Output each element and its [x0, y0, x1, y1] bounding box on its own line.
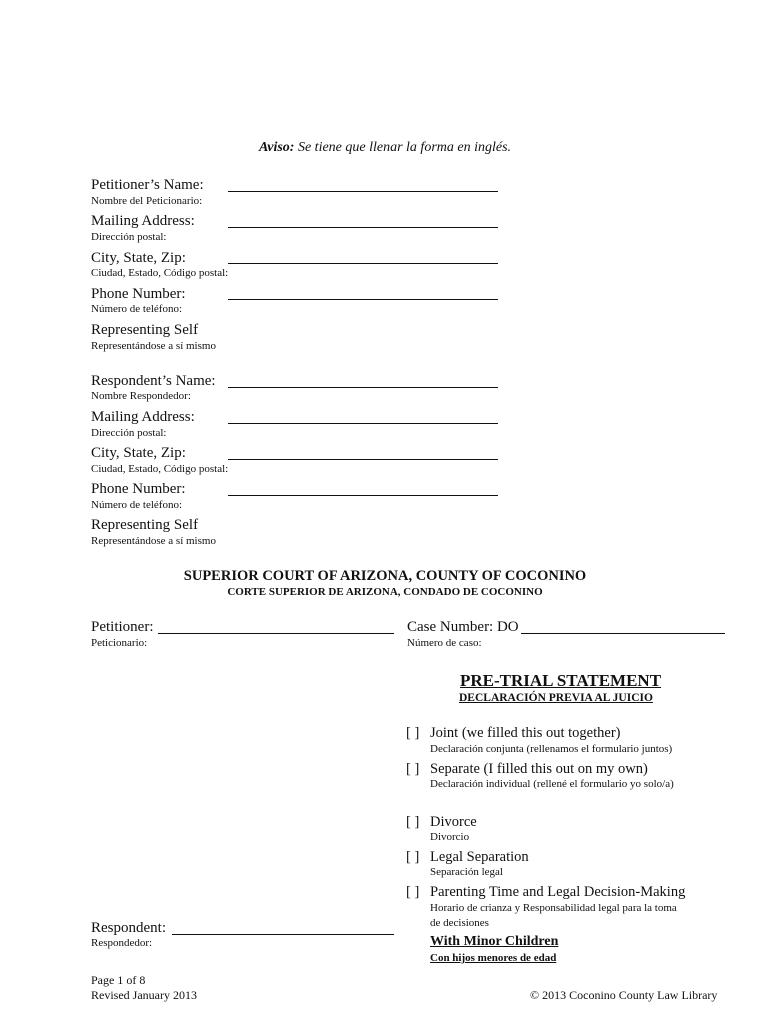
petitioner-city-es: Ciudad, Estado, Código postal: [91, 267, 229, 279]
legal-separation-checkbox[interactable]: [ ] [406, 849, 420, 865]
respondent-self-label: Representing Self [91, 517, 199, 533]
legal-separation-label: Legal Separation [430, 849, 529, 865]
caption-respondent-es: Respondedor: [91, 937, 153, 949]
divorce-checkbox[interactable]: [ ] [406, 814, 420, 830]
petitioner-self-label: Representing Self [91, 322, 199, 338]
legal-separation-es: Separación legal [430, 866, 503, 878]
petitioner-city-label: City, State, Zip: [91, 250, 186, 266]
petitioner-self-es: Representándose a sí mismo [91, 340, 216, 352]
respondent-mailing-label: Mailing Address: [91, 409, 195, 425]
respondent-city-field[interactable] [228, 459, 498, 460]
case-number-es: Número de caso: [407, 637, 482, 649]
notice-line [0, 140, 770, 156]
respondent-name-label: Respondent’s Name: [91, 373, 216, 389]
document-title-es: DECLARACIÓN PREVIA AL JUICIO [459, 692, 653, 704]
case-number-label: Case Number: DO [407, 619, 519, 635]
caption-petitioner-field[interactable] [158, 633, 394, 634]
petitioner-mailing-field[interactable] [228, 227, 498, 228]
separate-es: Declaración individual (rellené el formulario yo solo/a) [430, 778, 674, 790]
caption-petitioner-es: Peticionario: [91, 637, 148, 649]
court-title-es: CORTE SUPERIOR DE ARIZONA, CONDADO DE COCONINO [227, 586, 543, 598]
petitioner-phone-field[interactable] [228, 299, 498, 300]
parenting-label: Parenting Time and Legal Decision-Making [430, 884, 686, 900]
petitioner-mailing-label: Mailing Address: [91, 213, 195, 229]
petitioner-city-field[interactable] [228, 263, 498, 264]
respondent-mailing-es: Dirección postal: [91, 427, 167, 439]
respondent-city-es: Ciudad, Estado, Código postal: [91, 463, 229, 475]
caption-respondent-label: Respondent: [91, 920, 166, 936]
petitioner-name-es: Nombre del Peticionario: [91, 195, 203, 207]
respondent-phone-field[interactable] [228, 495, 498, 496]
revised-date: Revised January 2013 [91, 988, 197, 1002]
respondent-mailing-field[interactable] [228, 423, 498, 424]
document-title: PRE-TRIAL STATEMENT [460, 671, 662, 690]
joint-checkbox[interactable]: [ ] [406, 725, 420, 741]
caption-petitioner-label: Petitioner: [91, 619, 154, 635]
page-number: Page 1 of 8 [91, 973, 146, 987]
petitioner-name-field[interactable] [228, 191, 498, 192]
parenting-es-line2: de decisiones [430, 917, 489, 929]
petitioner-phone-label: Phone Number: [91, 286, 186, 302]
notice-text: Se tiene que llenar la forma en inglés. [297, 140, 512, 155]
case-number-field[interactable] [521, 633, 725, 634]
separate-checkbox[interactable]: [ ] [406, 761, 420, 777]
notice-label: Aviso: [258, 140, 295, 155]
respondent-phone-es: Número de teléfono: [91, 499, 183, 511]
respondent-city-label: City, State, Zip: [91, 445, 186, 461]
parenting-checkbox[interactable]: [ ] [406, 884, 420, 900]
divorce-es: Divorcio [430, 831, 470, 843]
joint-label: Joint (we filled this out together) [430, 725, 621, 741]
caption-respondent-field[interactable] [172, 934, 394, 935]
parenting-es-line1: Horario de crianza y Responsabilidad legal para la toma [430, 902, 677, 914]
respondent-name-field[interactable] [228, 387, 498, 388]
petitioner-name-label: Petitioner’s Name: [91, 177, 204, 193]
copyright: © 2013 Coconino County Law Library [530, 988, 718, 1002]
respondent-phone-label: Phone Number: [91, 481, 186, 497]
joint-es: Declaración conjunta (rellenamos el formulario juntos) [430, 743, 673, 755]
court-title: SUPERIOR COURT OF ARIZONA, COUNTY OF COCONINO [183, 568, 587, 584]
minor-children-label: With Minor Children [430, 934, 559, 949]
petitioner-phone-es: Número de teléfono: [91, 303, 183, 315]
minor-children-es: Con hijos menores de edad [430, 952, 557, 964]
respondent-self-es: Representándose a sí mismo [91, 535, 216, 547]
separate-label: Separate (I filled this out on my own) [430, 761, 648, 777]
divorce-label: Divorce [430, 814, 477, 830]
respondent-name-es: Nombre Respondedor: [91, 390, 191, 402]
petitioner-mailing-es: Dirección postal: [91, 231, 167, 243]
